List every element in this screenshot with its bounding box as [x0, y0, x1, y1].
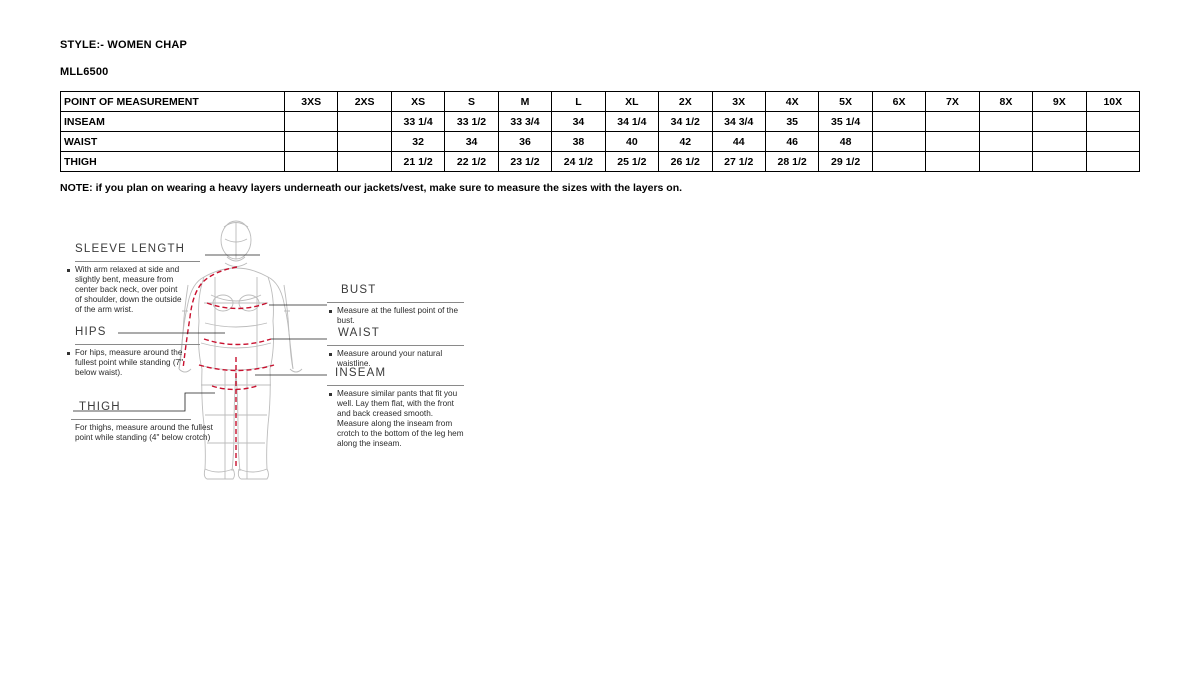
- cell-inseam-4x: 35: [765, 112, 818, 132]
- header-7x: 7X: [926, 92, 979, 112]
- cell-inseam-5x: 35 1/4: [819, 112, 872, 132]
- callout-body-hips: For hips, measure around the fullest point while standing (7" below waist).: [75, 348, 184, 377]
- header-xl: XL: [605, 92, 658, 112]
- cell-thigh-5x: 29 1/2: [819, 152, 872, 172]
- header-5x: 5X: [819, 92, 872, 112]
- callout-title-hips: HIPS: [75, 326, 107, 338]
- header-10x: 10X: [1086, 92, 1139, 112]
- callout-bullet-bust: [329, 310, 332, 313]
- cell-inseam-xs: 33 1/4: [391, 112, 444, 132]
- cell-inseam-m: 33 3/4: [498, 112, 551, 132]
- cell-waist-l: 38: [552, 132, 605, 152]
- callout-rule-hips: [75, 344, 200, 345]
- cell-inseam-3xs: [285, 112, 338, 132]
- callout-bullet-sleeve-length: [67, 269, 70, 272]
- cell-waist-xl: 40: [605, 132, 658, 152]
- cell-waist-2xs: [338, 132, 391, 152]
- cell-thigh-8x: [979, 152, 1032, 172]
- callout-bullet-waist: [329, 353, 332, 356]
- cell-waist-s: 34: [445, 132, 498, 152]
- header-6x: 6X: [872, 92, 925, 112]
- table-header-row: [61, 92, 1140, 112]
- header-9x: 9X: [1033, 92, 1086, 112]
- header-3x: 3X: [712, 92, 765, 112]
- callout-body-sleeve-length: With arm relaxed at side and slightly bent, measure from center back neck, over point of shoulder, down the outside of the arm wrist.: [75, 265, 182, 314]
- cell-waist-m: 36: [498, 132, 551, 152]
- cell-inseam-9x: [1033, 112, 1086, 132]
- cell-thigh-l: 24 1/2: [552, 152, 605, 172]
- cell-waist-2x: 42: [659, 132, 712, 152]
- header-s: S: [445, 92, 498, 112]
- header-point-of-measurement: POINT OF MEASUREMENT: [61, 92, 285, 112]
- callout-title-sleeve-length: SLEEVE LENGTH: [75, 243, 186, 255]
- callout-bullet-hips: [67, 352, 70, 355]
- row-label-thigh: THIGH: [61, 152, 285, 172]
- header-xs: XS: [391, 92, 444, 112]
- callout-title-waist: WAIST: [338, 327, 380, 339]
- cell-thigh-4x: 28 1/2: [765, 152, 818, 172]
- layers-note: NOTE: if you plan on wearing a heavy layers underneath our jackets/vest, make sure to measure the sizes with the layers on.: [60, 182, 683, 194]
- row-label-inseam: INSEAM: [61, 112, 285, 132]
- callout-title-thigh: THIGH: [79, 401, 121, 413]
- measurement-diagram: [55, 215, 525, 485]
- cell-inseam-3x: 34 3/4: [712, 112, 765, 132]
- callout-rule-bust: [327, 302, 464, 303]
- callout-body-thigh: For thighs, measure around the fullest point while standing (4" below crotch): [75, 423, 213, 442]
- cell-waist-3xs: [285, 132, 338, 152]
- cell-waist-5x: 48: [819, 132, 872, 152]
- cell-thigh-10x: [1086, 152, 1139, 172]
- header-2xs: 2XS: [338, 92, 391, 112]
- callout-title-bust: BUST: [341, 284, 377, 296]
- cell-waist-9x: [1033, 132, 1086, 152]
- callout-rule-inseam: [327, 385, 464, 386]
- cell-waist-xs: 32: [391, 132, 444, 152]
- callout-body-waist: Measure around your natural waistline.: [337, 349, 443, 368]
- table-row: [61, 112, 1140, 132]
- callout-rule-sleeve-length: [75, 261, 200, 262]
- cell-waist-6x: [872, 132, 925, 152]
- cell-thigh-m: 23 1/2: [498, 152, 551, 172]
- cell-thigh-3xs: [285, 152, 338, 172]
- header-m: M: [498, 92, 551, 112]
- callout-body-inseam: Measure similar pants that fit you well. Lay them flat, with the front and back creased smooth. Measure along the inseam from crotch to the bottom of the leg hem along the inseam.: [337, 389, 464, 448]
- cell-inseam-xl: 34 1/4: [605, 112, 658, 132]
- callout-title-inseam: INSEAM: [335, 367, 387, 379]
- table-row: [61, 152, 1140, 172]
- cell-inseam-2xs: [338, 112, 391, 132]
- header-3xs: 3XS: [285, 92, 338, 112]
- cell-thigh-6x: [872, 152, 925, 172]
- cell-waist-8x: [979, 132, 1032, 152]
- cell-waist-3x: 44: [712, 132, 765, 152]
- size-chart-table: [60, 91, 1140, 172]
- cell-thigh-3x: 27 1/2: [712, 152, 765, 172]
- header-2x: 2X: [659, 92, 712, 112]
- cell-inseam-8x: [979, 112, 1032, 132]
- cell-waist-7x: [926, 132, 979, 152]
- cell-thigh-9x: [1033, 152, 1086, 172]
- cell-thigh-s: 22 1/2: [445, 152, 498, 172]
- header-8x: 8X: [979, 92, 1032, 112]
- style-code: MLL6500: [60, 66, 109, 78]
- cell-inseam-7x: [926, 112, 979, 132]
- row-label-waist: WAIST: [61, 132, 285, 152]
- cell-inseam-2x: 34 1/2: [659, 112, 712, 132]
- cell-inseam-6x: [872, 112, 925, 132]
- cell-thigh-2x: 26 1/2: [659, 152, 712, 172]
- callout-rule-waist: [327, 345, 464, 346]
- table-row: [61, 132, 1140, 152]
- cell-thigh-xl: 25 1/2: [605, 152, 658, 172]
- cell-waist-4x: 46: [765, 132, 818, 152]
- cell-inseam-s: 33 1/2: [445, 112, 498, 132]
- callout-body-bust: Measure at the fullest point of the bust.: [337, 306, 459, 325]
- cell-thigh-xs: 21 1/2: [391, 152, 444, 172]
- style-title: STYLE:- WOMEN CHAP: [60, 39, 188, 51]
- callout-rule-thigh: [71, 419, 191, 420]
- cell-inseam-10x: [1086, 112, 1139, 132]
- callout-bullet-inseam: [329, 393, 332, 396]
- cell-thigh-7x: [926, 152, 979, 172]
- header-4x: 4X: [765, 92, 818, 112]
- header-l: L: [552, 92, 605, 112]
- cell-waist-10x: [1086, 132, 1139, 152]
- cell-thigh-2xs: [338, 152, 391, 172]
- cell-inseam-l: 34: [552, 112, 605, 132]
